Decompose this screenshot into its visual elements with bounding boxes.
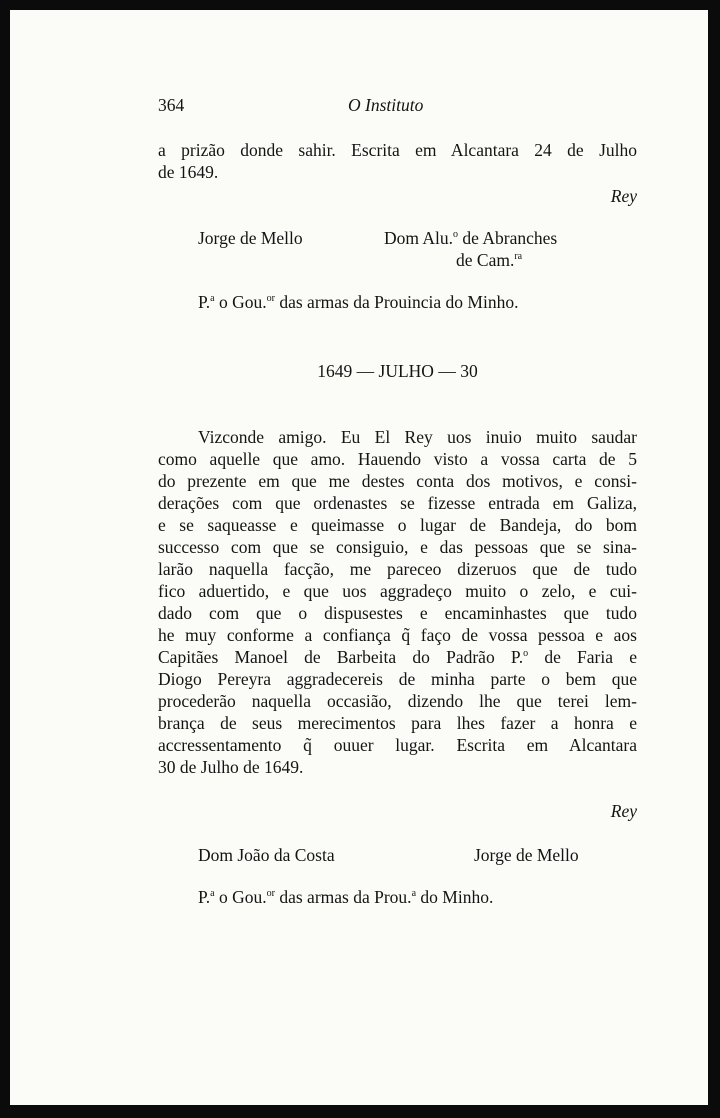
text-line: fico aduertido, e que uos aggradeço muito o zelo, e cui- bbox=[158, 581, 637, 601]
signer-left: Jorge de Mello bbox=[198, 228, 303, 248]
text-line: 30 de Julho de 1649. bbox=[158, 757, 304, 777]
text-line: derações com que ordenastes se fizesse entrada em Galiza, bbox=[158, 493, 637, 513]
signer-right-line-2: de Cam.$^{ra}$ bbox=[456, 250, 523, 270]
signature-rey: Rey bbox=[610, 186, 637, 206]
text-line: de 1649. bbox=[158, 162, 219, 182]
signer-right: Jorge de Mello bbox=[474, 845, 579, 865]
text-line: dado com que o dispusestes e encaminhastes que tudo bbox=[158, 603, 637, 623]
text-line: como aquelle que amo. Hauendo visto a vossa carta de 5 bbox=[158, 449, 637, 469]
text-line: successo com que se consiguio, e das pessoas que se sina- bbox=[158, 537, 637, 557]
page-number: 364 bbox=[158, 95, 185, 115]
addressee: P.$^a$ o Gou.$^{or}$ das armas da Prouincia do Minho. bbox=[198, 292, 519, 312]
text-line: brança de seus merecimentos para lhes fazer a honra e bbox=[158, 713, 637, 733]
signature-rey: Rey bbox=[610, 801, 637, 821]
text-line: accressentamento q̃ ouuer lugar. Escrita em Alcantara bbox=[158, 735, 637, 755]
text-line: Diogo Pereyra aggradecereis de minha parte o bem que bbox=[158, 669, 637, 689]
signer-left: Dom João da Costa bbox=[198, 845, 335, 865]
signatures-row bbox=[158, 844, 637, 866]
signatures-row bbox=[158, 227, 637, 249]
text-line: Vizconde amigo. Eu El Rey uos inuio muito saudar bbox=[198, 427, 637, 447]
running-title: O Instituto bbox=[348, 95, 424, 115]
date-heading: 1649 — JULHO — 30 bbox=[317, 361, 478, 381]
text-line: do prezente em que me destes conta dos motivos, e consi- bbox=[158, 471, 637, 491]
addressee: P.$^a$ o Gou.$^{or}$ das armas da Prou.$^a$ do Minho. bbox=[198, 887, 494, 907]
page-header bbox=[158, 94, 637, 118]
text-line: e se saqueasse e queimasse o lugar de Bandeja, do bom bbox=[158, 515, 637, 535]
signer-right: Dom Alu.$^o$ de Abranches bbox=[384, 228, 558, 248]
text-line: Capitães Manoel de Barbeita do Padrão P.$^o$ de Faria e bbox=[158, 647, 637, 667]
text-line: larão naquella facção, me pareceo dizeruos que de tudo bbox=[158, 559, 637, 579]
book-page bbox=[10, 10, 708, 1105]
text-line: he muy conforme a confiança q̃ faço de vossa pessoa e aos bbox=[158, 625, 637, 645]
text-line: procederão naquella occasião, dizendo lhe que terei lem- bbox=[158, 691, 637, 711]
letter-2 bbox=[158, 426, 637, 908]
letter-1 bbox=[158, 139, 637, 313]
text-line: a prizão donde sahir. Escrita em Alcantara 24 de Julho bbox=[158, 140, 637, 160]
